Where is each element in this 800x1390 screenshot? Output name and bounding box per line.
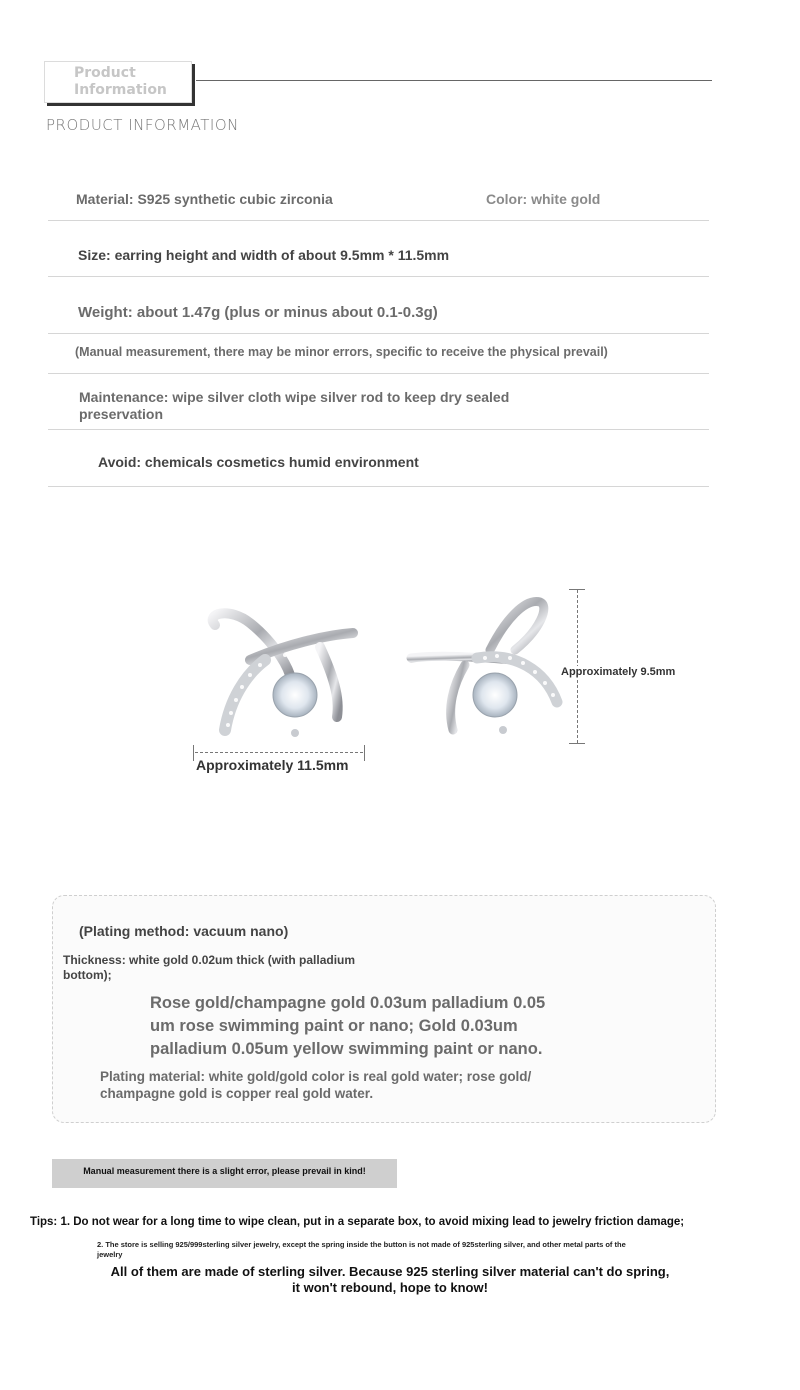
plating-material (100, 1068, 531, 1102)
maintenance-line-2: preservation (79, 406, 164, 422)
width-dimension-tick-left (193, 745, 194, 761)
tag-label (74, 65, 167, 99)
width-dimension-line (195, 752, 363, 753)
plating-rose-gold (150, 992, 545, 1061)
row-divider (48, 276, 709, 277)
thickness-line-1: Thickness: white gold 0.02um thick (with palladium (63, 953, 356, 967)
thickness-line-2: bottom); (63, 968, 112, 982)
tip-2-line-1: 2. The store is selling 925/999sterling silver jewelry, except the spring inside the button is not made of 925sterling silver, and other metal parts of the (97, 1240, 626, 1249)
material-line-1: Plating material: white gold/gold color is real gold water; rose gold/ (100, 1069, 532, 1084)
header-divider (196, 80, 712, 81)
row-divider (48, 220, 709, 221)
spec-maintenance (79, 389, 509, 423)
earring-side-image (405, 590, 570, 740)
row-divider (48, 373, 709, 374)
tip-1: Tips: 1. Do not wear for a long time to wipe clean, put in a separate box, to avoid mixing lead to jewelry friction damage; (30, 1216, 685, 1228)
plating-thickness (63, 953, 355, 983)
maintenance-line-1: Maintenance: wipe silver cloth wipe silver rod to keep dry sealed (79, 389, 510, 405)
spec-size: Size: earring height and width of about 9.5mm * 11.5mm (78, 247, 450, 263)
tip-3-line-2: it won't rebound, hope to know! (292, 1280, 488, 1295)
spec-color: Color: white gold (486, 191, 601, 207)
product-information-tag (44, 61, 192, 103)
tip-3-line-1: All of them are made of sterling silver. Because 925 sterling silver material can't do spring, (110, 1264, 670, 1279)
height-dimension-label: Approximately 9.5mm (561, 666, 676, 678)
rose-line-3: palladium 0.05um yellow swimming paint or nano. (150, 1040, 543, 1058)
rose-line-1: Rose gold/champagne gold 0.03um palladium 0.05 (150, 994, 546, 1012)
spec-material: Material: S925 synthetic cubic zirconia (76, 191, 333, 207)
tip-2-line-2: jewelry (97, 1250, 123, 1259)
rose-line-2: um rose swimming paint or nano; Gold 0.03um (150, 1017, 518, 1035)
plating-method: (Plating method: vacuum nano) (79, 923, 289, 939)
material-line-2: champagne gold is copper real gold water. (100, 1086, 374, 1101)
earring-front-image (195, 605, 365, 740)
row-divider (48, 429, 709, 430)
tag-line-2: Information (74, 82, 167, 98)
spec-avoid: Avoid: chemicals cosmetics humid environment (98, 454, 419, 470)
row-divider (48, 333, 709, 334)
spec-measurement-note: (Manual measurement, there may be minor errors, specific to receive the physical prevail) (75, 345, 608, 359)
tip-3 (90, 1264, 690, 1296)
tip-2 (97, 1240, 767, 1260)
spec-weight: Weight: about 1.47g (plus or minus about 0.1-0.3g) (78, 304, 438, 321)
tag-line-1: Product (74, 65, 136, 81)
width-dimension-label: Approximately 11.5mm (196, 757, 349, 773)
row-divider (48, 486, 709, 487)
width-dimension-tick-right (364, 745, 365, 761)
section-subtitle: PRODUCT INFORMATION (46, 116, 239, 134)
height-dimension-tick-bottom (569, 743, 585, 744)
measurement-note-bar (52, 1159, 397, 1188)
measurement-note-text: Manual measurement there is a slight error, please prevail in kind! (83, 1166, 366, 1176)
